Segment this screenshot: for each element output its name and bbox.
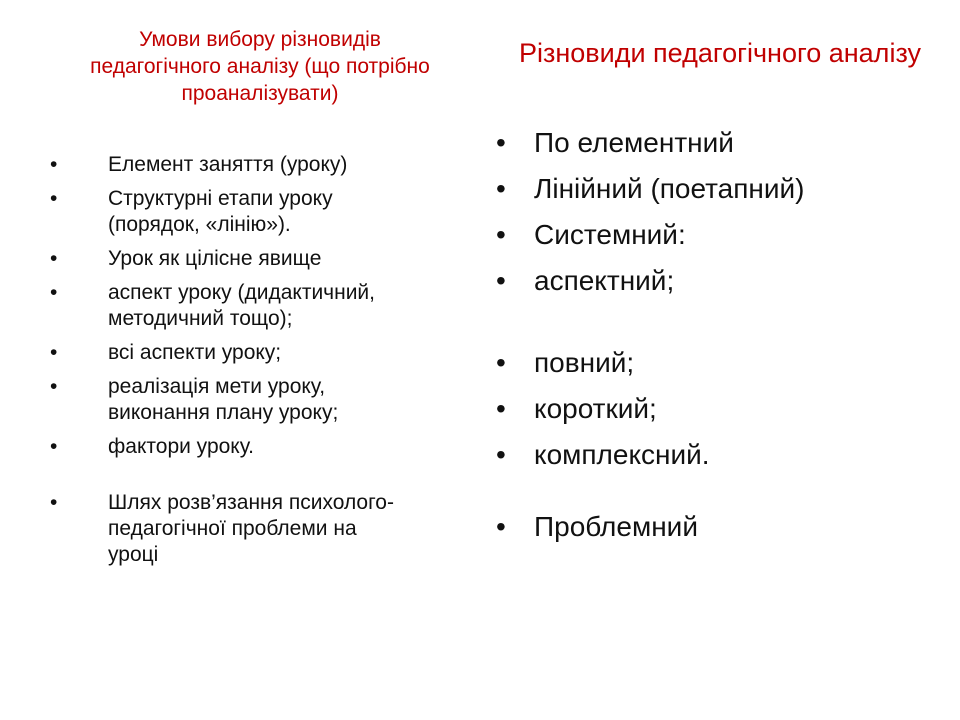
list-item — [496, 510, 936, 544]
bullet-icon: • — [496, 393, 506, 424]
list-item-text: Урок як цілісне явище — [108, 247, 322, 270]
bullet-icon: • — [496, 219, 506, 250]
list-item-text: реалізація мети уроку, — [108, 375, 326, 398]
list-item-text: короткий; — [534, 393, 657, 424]
list-item-text: комплексний. — [534, 439, 710, 470]
bullet-icon: • — [50, 187, 58, 210]
list-item-text: (порядок, «лінію»). — [108, 213, 291, 236]
left-title-line: проаналізувати) — [181, 82, 339, 105]
bullet-icon: • — [50, 341, 58, 364]
list-item — [496, 218, 936, 252]
bullet-icon: • — [496, 511, 506, 542]
list-item-text: фактори уроку. — [108, 435, 254, 458]
bullet-icon: • — [50, 281, 58, 304]
right-column-title — [490, 36, 950, 70]
list-item-text: По елементний — [534, 127, 734, 158]
list-item-text: Проблемний — [534, 511, 698, 542]
list-item-text: Лінійний (поетапний) — [534, 173, 805, 204]
bullet-icon: • — [496, 173, 506, 204]
list-item — [496, 438, 936, 472]
bullet-icon: • — [50, 153, 58, 176]
right-title-text: Різновиди педагогічного аналізу — [518, 38, 922, 68]
left-title-line: педагогічного аналізу (що потрібно — [90, 55, 430, 78]
bullet-icon: • — [496, 265, 506, 296]
list-item — [50, 490, 470, 568]
list-item-text: уроці — [108, 543, 159, 566]
bullet-icon: • — [50, 435, 58, 458]
list-item — [50, 152, 470, 178]
list-item-text: педагогічної проблеми на — [108, 517, 357, 540]
list-item-text: методичний тощо); — [108, 307, 293, 330]
list-item — [496, 172, 936, 206]
list-item — [496, 346, 936, 380]
list-item-text: всі аспекти уроку; — [108, 341, 282, 364]
bullet-icon: • — [50, 375, 58, 398]
list-item-text: Структурні етапи уроку — [108, 187, 333, 210]
list-item-text: аспект уроку (дидактичний, — [108, 281, 376, 304]
list-item — [50, 280, 470, 332]
list-item — [50, 246, 470, 272]
left-title-line: Умови вибору різновидів — [139, 28, 381, 51]
right-bullet-list — [496, 126, 936, 556]
list-item — [50, 434, 470, 460]
bullet-icon: • — [50, 491, 58, 514]
list-item-text: Елемент заняття (уроку) — [108, 153, 348, 176]
left-column-title — [40, 26, 480, 107]
bullet-icon: • — [496, 347, 506, 378]
list-item-text: Системний: — [534, 219, 686, 250]
bullet-icon: • — [496, 127, 506, 158]
list-item-text: Шлях розв’язання психолого- — [108, 491, 394, 514]
list-item — [496, 264, 936, 298]
left-bullet-list — [50, 152, 470, 576]
list-item — [50, 340, 470, 366]
list-item — [496, 392, 936, 426]
list-item-text: виконання плану уроку; — [108, 401, 339, 424]
list-item-text: повний; — [534, 347, 635, 378]
list-item-text: аспектний; — [534, 265, 675, 296]
list-item — [50, 374, 470, 426]
bullet-icon: • — [496, 439, 506, 470]
bullet-icon: • — [50, 247, 58, 270]
list-item — [50, 186, 470, 238]
list-item — [496, 126, 936, 160]
